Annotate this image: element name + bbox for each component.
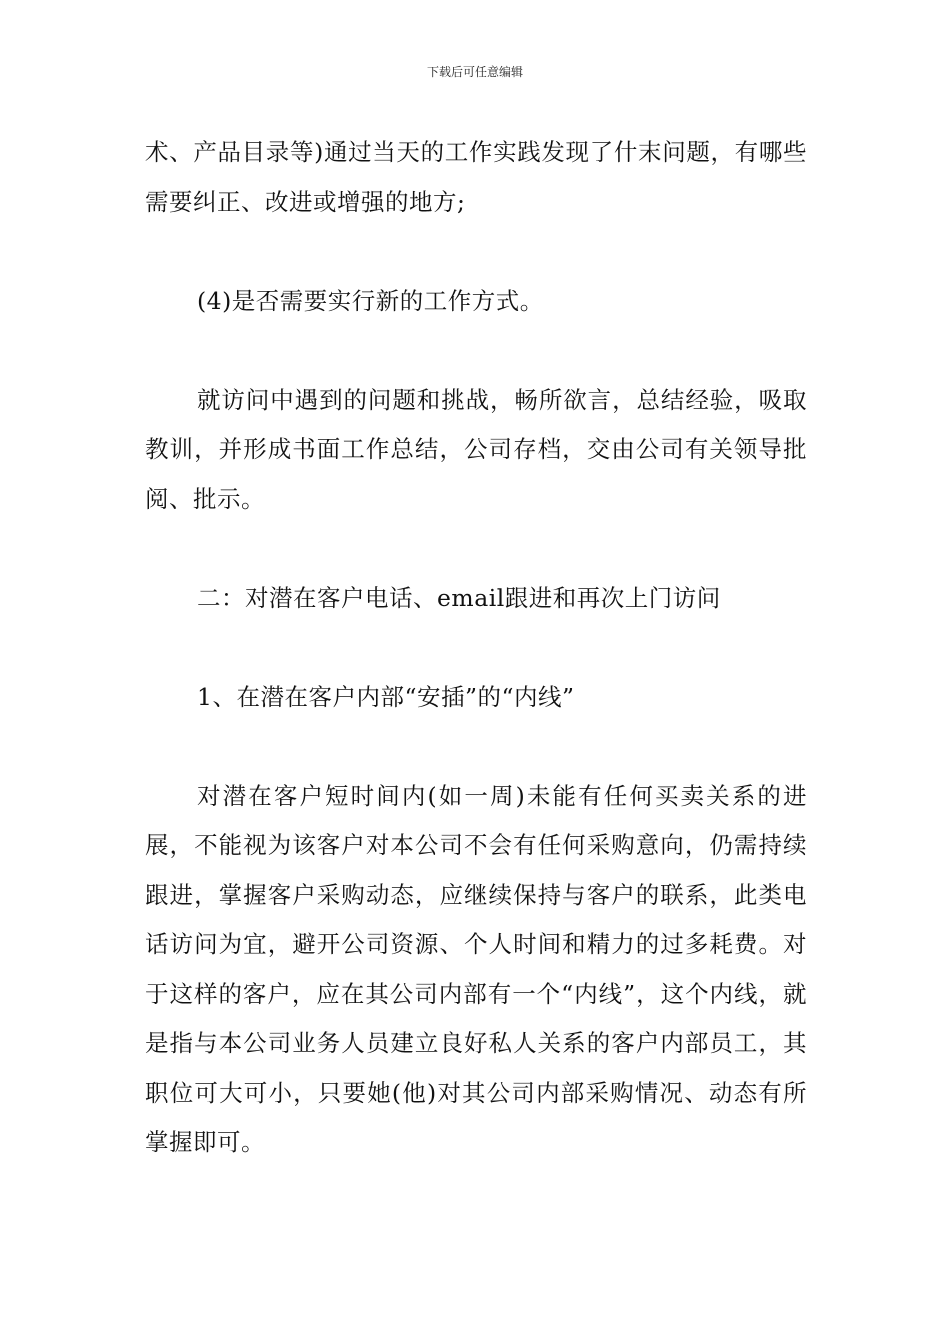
document-body	[145, 128, 807, 1168]
section-heading-2: 二：对潜在客户电话、email跟进和再次上门访问	[197, 583, 721, 612]
paragraph-continuation: 术、产品目录等)通过当天的工作实践发现了什末问题，有哪些需要纠正、改进或增强的地方;	[145, 138, 807, 216]
page-header: 下载后可任意编辑	[426, 65, 523, 79]
subsection-heading-1: 1、在潜在客户内部“安插”的“内线”	[197, 682, 575, 711]
paragraph-item-4: (4)是否需要实行新的工作方式。	[197, 286, 544, 315]
paragraph-summary: 就访问中遇到的问题和挑战，畅所欲言，总结经验，吸取教训，并形成书面工作总结，公司存档，交由公司有关领导批阅、批示。	[145, 385, 807, 513]
paragraph-insider-contact: 对潜在客户短时间内(如一周)未能有任何买卖关系的进展，不能视为该客户对本公司不会有任何采购意向，仍需持续跟进，掌握客户采购动态，应继续保持与客户的联系，此类电话访问为宜，避开公司资源、个人时间和精力的过多耗费。对于这样的客户，应在其公司内部有一个“内线”，这个内线，就是指与本公司业务人员建立良好私人关系的客户内部员工，其职位可大可小，只要她(他)对其公司内部采购情况、动态有所掌握即可。	[145, 781, 807, 1156]
